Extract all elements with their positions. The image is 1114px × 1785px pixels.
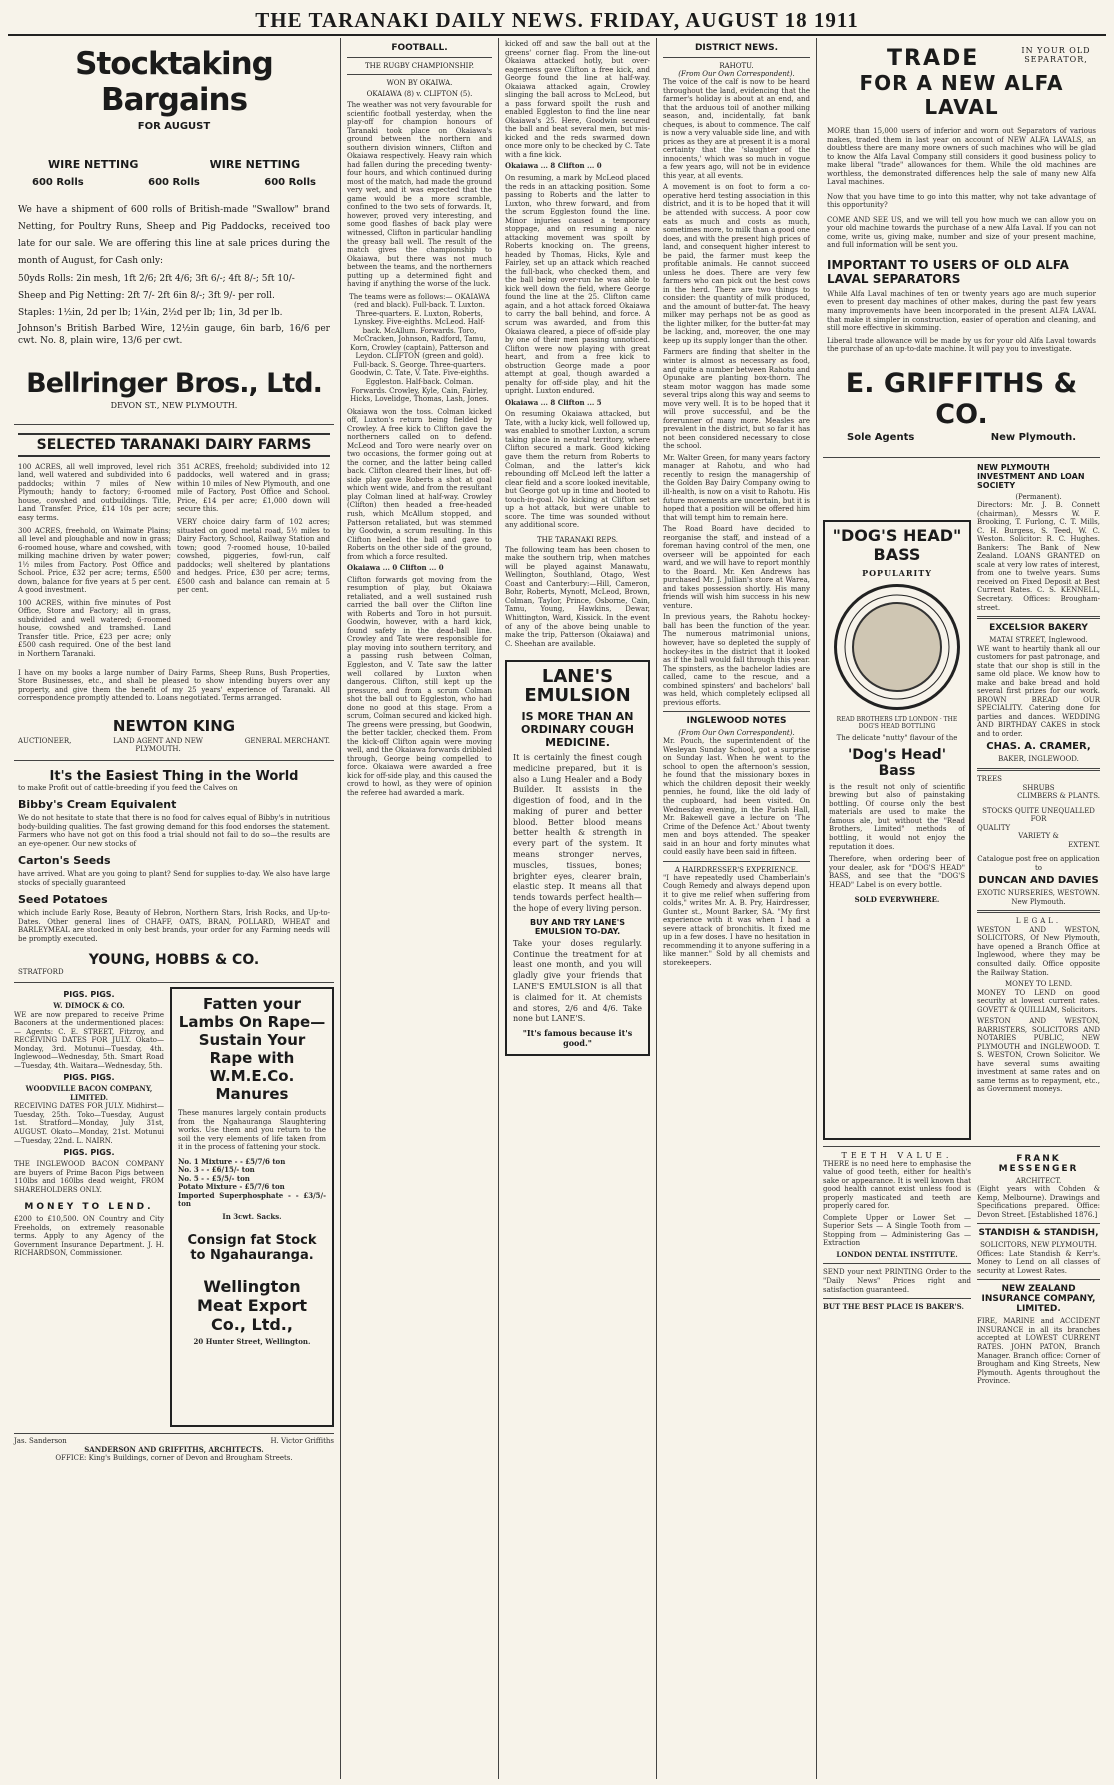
- consign-title: Consign fat Stock to Ngahauranga.: [187, 1233, 317, 1264]
- dogs-head-bass: BASS: [873, 544, 921, 564]
- nz-insurance-body: FIRE, MARINE and ACCIDENT INSURANCE in all its branches accepted at LOWEST CURRENT RATES. JOHN PATON, Branch Manager. Branch office: Corner of Brougham and King Streets, New Plymouth. Agents throughout the Province.: [977, 1317, 1100, 1386]
- football-won: WON BY OKAIWA.: [386, 79, 453, 87]
- masthead: [8, 6, 1106, 36]
- stocktaking-line-1: 50yds Rolls: 2in mesh, 1ft 2/6; 2ft 4/6; 3ft 6/-; 4ft 8/-; 5ft 10/-: [18, 274, 295, 285]
- lambs-title: Fatten your Lambs On Rape—Sustain Your Rape with W.M.E.Co. Manures: [178, 995, 326, 1104]
- football-sub: THE RUGBY CHAMPIONSHIP.: [365, 62, 474, 70]
- carton-head: Carton's Seeds: [18, 854, 111, 868]
- dogs-head-popularity: POPULARITY: [862, 567, 932, 578]
- bakery-role: BAKER, INGLEWOOD.: [998, 755, 1079, 764]
- bibby-text: We do not hesitate to state that there is no food for calves equal of Bibby's in nutritious body-building qualities. The fast growing demand for this food endorses the statement. Farmers who have not got on this food a trial should not fail to do so—the results are an eye-opener. Our new stocks of: [18, 814, 330, 848]
- seed-head: Seed Potatoes: [18, 893, 108, 907]
- football-para-1: The weather was not very favourable for scientific football yesterday, when the play-off for champion honours of Taranaki took place on Okaiawa's ground between the northern and southern division winners, Clifton and Okaiawa respectively. Heavy rain which had fallen during the preceding twenty-four hours, and which continued during most of the match, had made the ground very wet, and it was expected that the game would be a more scramble, confined to the two sets of forwards. It, however, proved very interesting, and some good flashes of back play were witnessed, Clifton in particular handling the greasy ball well. The result of the match gives the championship to Okaiawa, but there was not much between the teams, and the northerners putting up a determined fight and having if anything the worse of the luck.: [347, 101, 492, 289]
- dimock-text: WE are now prepared to receive Prime Baconers at the undermentioned places:— Agents: C. E. STREET, Fitzroy, and RECEIVING DATES FOR JULY. Okato—Monday, 3rd. Motunui—Tuesday, 4th. Inglewood—Wednesday, 5th. Smart Road—Tuesday, 4th. Waitara—Wednesday, 5th.: [14, 1010, 164, 1070]
- duncan-exotic: EXOTIC NURSERIES, WESTOWN. New Plymouth.: [977, 889, 1100, 906]
- district-corr: (From Our Own Correspondent).: [678, 70, 795, 78]
- dogs-head-title: "DOG'S HEAD": [832, 525, 962, 545]
- football-column: [341, 38, 499, 1779]
- stocktaking-body: We have a shipment of 600 rolls of British-made "Swallow" brand Netting, for Poultry Runs, Sheep and Pig Paddocks, received too late for our sale. We are offering this line at sale prices during the month of August, for Cash only:: [18, 205, 330, 267]
- rolls-label-1: 600 Rolls: [32, 177, 84, 188]
- duncan-shrubs: SHRUBS: [1022, 783, 1055, 792]
- football-para-3: Clifton forwards got moving from the resumption of play, but Okaiawa retaliated, and a well sustained rush carried the ball over the Clifton line with Roberts and Toro in hot pursuit. Goodwin, however, with a hard kick, found safety in the dead-ball line. Crowley and Tate were responsible for play moving into southern territory, and a passing rush between Colman, Eggleston, and V. Tate saw the latter well collared by Luxton when dangerous. Clifton, still kept up the pressure, and from a scrum Colman shot the ball out to Eggleston, who had done no good at this stage. From a scrum, Colman secured and kicked high. The greens were pressing, but Goodwin, the better tackler, checked them. From the kick-off Clifton again were moving well, and the Okaiawa forwards dribbled through, George being compelled to force. Okaiawa were awarded a free kick for off-side play, and this caused the crowd to howl, as they were of opinion the referee had awarded a mark.: [347, 575, 493, 797]
- dogs-delicate: The delicate "nutty" flavour of the: [836, 734, 958, 743]
- pig-ads: [14, 987, 164, 1427]
- wellington-meat-ad: [170, 987, 334, 1427]
- match-para-3: On resuming Okaiawa attacked, but Tate, with a lucky kick, well followed up, was enabled to smother Luxton, a scrum taking place in neutral territory, where Clifton secured a mark. Good kicking gave them the return from Roberts to Colman, and the latter's kick rebounding off McLeod left the latter a clear field and a score looked inevitable, but George got up in time and booted to touch-in-goal. No kicking at Clifton set up a hot attack, but were unable to score. The time was sounded without any additional score.: [505, 410, 650, 530]
- sanderson-firm: SANDERSON AND GRIFFITHS, ARCHITECTS.: [84, 1444, 264, 1454]
- dogs-head-body: is the result not only of scientific brewing but also of painstaking bottling. Of course only the best materials are used to make the famous ale, but without the "Read Brothers, Limited" methods of bottling, it would not enjoy the reputation it does.: [829, 782, 965, 851]
- duncan-catalogue: Catalogue post free on application to: [977, 855, 1100, 872]
- match-score-2: Okaiawa ... 8 Clifton ... 5: [505, 397, 602, 407]
- young-hobbs-name: YOUNG, HOBBS & CO.: [88, 951, 260, 968]
- lanes-emulsion-ad: [505, 660, 650, 1056]
- teeth-body: THERE is no need here to emphasise the value of good teeth, either for health's sake or appearance. It is well known that good health cannot exist unless food is properly masticated and teeth are properly cared for.: [823, 1159, 971, 1211]
- wire-label-1: WIRE NETTING: [48, 158, 139, 171]
- duncan-climbers: CLIMBERS & PLANTS.: [1017, 792, 1100, 801]
- duncan-extent: EXTENT.: [1068, 840, 1100, 849]
- legal-head: LEGAL.: [1015, 917, 1062, 926]
- sanderson-office: OFFICE: King's Buildings, corner of Devon and Brougham Streets.: [55, 1454, 293, 1463]
- match-para-2: On resuming, a mark by McLeod placed the reds in an attacking position. Some passing to Roberts and the latter to Luxton, who threw forward, and from the scrum Eggleston found the line. Minor injuries caused a temporary stoppage, and on resuming a nice attacking movement was spoilt by Roberts knocking on. The greens, headed by Thomas, Hicks, Kyle and Fairley, set up an attack which reached the full-back, who checked them, and the ball being over-run he was able to kick well down the field, where George found the line at the 25. Clifton came again, and a hot attack forced Okaiawa to carry the ball behind, and force. A scrum was awarded, and from this Okaiawa cleared, a piece of off-side play by one of their men passing unnoticed. Clifton were now playing with great heart, and from a free kick to obstruction George made a poor attempt at goal, though awarded a penalty for off-side play, and hit the upright. Luxton endured.: [505, 173, 650, 396]
- messenger-body: (Eight years with Cohden & Kemp, Melbourne). Drawings and Specifications prepared. Office: Devon Street. [Established 1876.]: [977, 1185, 1100, 1219]
- district-news-column: [657, 38, 817, 1779]
- district-para-4: Mr. Walter Green, for many years factory manager at Rahotu, and who had recently to resign the managership of the Golden Bay Dairy Company owing to ill-health, is now on a visit to Rahotu. His future movements are uncertain, but it is hoped that a position will be offered him that will tempt him to remain here.: [663, 453, 810, 522]
- lower-adverts: [14, 987, 334, 1427]
- pigs-heading-3: PIGS. PIGS.: [63, 1148, 115, 1158]
- football-score: OKAIAWA (8) v. CLIFTON (5).: [366, 90, 473, 98]
- inglewood-head: INGLEWOOD NOTES: [686, 716, 787, 727]
- teeth-title: TEETH VALUE.: [841, 1150, 953, 1160]
- dimock-name: W. DIMOCK & CO.: [53, 1001, 125, 1011]
- griffiths-name: E. GRIFFITHS & CO.: [845, 367, 1078, 430]
- match-score-1: Okaiawa ... 8 Clifton ... 0: [505, 161, 602, 171]
- farm-listing-e: VERY choice dairy farm of 102 acres; situated on good metal road, 5½ miles to Dairy Factory, School, Railway Station and town; good 7-roomed house, 10-bailed cowshed, piggeries, fowl-run, calf paddocks; well sheltered by plantations and hedges. Price, £30 per acre; terms, £500 cash and balance can remain at 5 per cent.: [177, 518, 330, 595]
- lanes-cta: BUY AND TRY LANE'S EMULSION TO-DAY.: [530, 917, 625, 936]
- stocktaking-line-4: Johnson's British Barbed Wire, 12½in gauge, 6in barb, 16/6 per cwt. No. 8, plain wire, 13/6 per cwt.: [18, 324, 330, 347]
- alfa-headline: FOR A NEW ALFA LAVAL: [859, 71, 1064, 119]
- sole-agents: Sole Agents: [847, 431, 915, 443]
- sanderson-right: H. Victor Griffiths: [270, 1437, 334, 1446]
- invest-perm: (Permanent).: [1015, 492, 1062, 501]
- football-teams: The teams were as follows:— OKAIAWA (red and black). Full-back. T. Luxton. Three-quarters. E. Luxton, Roberts, Lynskey. Five-eighths. McLeod. Half-back. McAllum. Forwards. Toro, McCracken, Johnson, Radford, Tamu, Korn, Crowley (captain), Patterson and Leydon. CLIFTON (green and gold). Full-back. S. George. Three-quarters. Goodwin, C. Tate, V. Tate. Five-eighths. Eggleston. Half-back. Colman. Forwards. Crowley, Kyle, Cain, Fairley, Hicks, Lovelidge, Thomas, Lash, Jones.: [349, 292, 490, 404]
- alfa-important-text: While Alfa Laval machines of ten or twenty years ago are much superior even to present day machines of other makes, during the past few years many improvements have been incorporated in the present ALFA LAVAL that make it simpler in construction, easier of operation and cleaning, and still more effective in skimming.: [827, 289, 1096, 333]
- price-line-5: Imported Superphosphate - - £3/5/- ton: [178, 1190, 326, 1209]
- lanes-body-2: Take your doses regularly. Continue the treatment for at least one month, and you will gladly give your friends that LANE'S EMULSION is all that is claimed for it. At chemists and stores, 2/6 and 4/6. Take none but LANE'S.: [513, 938, 642, 1024]
- bakery-body: WE want to heartily thank all our customers for past patronage, and state that our shop is still in the same old place. We know how to make and bake bread and hold several first prizes for our work. BROWN BREAD OUR SPECIALITY. Catering done for parties and dances. WEDDING AND BIRTHDAY CAKES in stock and to order.: [977, 644, 1100, 738]
- right-lower: [823, 460, 1100, 1140]
- printing-ad: SEND your next PRINTING Order to the "Daily News" Prices right and satisfaction guaranteed.: [823, 1268, 971, 1294]
- bakery-street: MATAI STREET, Inglewood.: [989, 636, 1088, 645]
- stocktaking-line-2: Sheep and Pig Netting: 2ft 7/- 2ft 6in 8/-; 3ft 9/- per roll.: [18, 291, 275, 302]
- young-hobbs-ad: [14, 763, 334, 983]
- reps-text: The following team has been chosen to make the southern trip, when matches will be played against Manawatu, Wellington, Southland, Otago, West Coast and Canterbury:—Hill, Cameron, Bohr, Roberts, Mynott, McLeod, Brown, Colman, Taylor, Prince, Osborne, Cain, Tamu, Young, Hawkins, Dewar, Whittington, Ward, Kissick. In the event of any of the above being unable to make the trip, Patterson (Okaiawa) and C. Sheehan are available.: [505, 545, 650, 648]
- stocktaking-line-3: Staples: 1½in, 2d per lb; 1¼in, 2½d per lb; 1in, 3d per lb.: [18, 307, 283, 318]
- football-head: FOOTBALL.: [391, 43, 448, 53]
- lanes-sub: IS MORE THAN AN ORDINARY COUGH MEDICINE.: [520, 709, 635, 749]
- match-para-1: kicked off and saw the ball out at the greens' corner flag. From the line-out Okaiawa attacked hotly, but over-eagerness gave Clifton a free kick, and George found the line at half-way. Okaiawa attacked again, Crowley slinging the ball across to McLeod, but a pass forward spoilt the rush and enabled Eggleston to find the line near Okaiawa's 25. Here, Goodwin secured the ball and beat several men, but mis-kicked and the reds swarmed down once more only to be checked by C. Tate with a fine kick.: [505, 40, 650, 159]
- pigs-heading-2: PIGS. PIGS.: [63, 1073, 115, 1083]
- professional-ads: [977, 1151, 1100, 1386]
- lambs-bags: In 3cwt. Sacks.: [222, 1211, 282, 1221]
- inglewood-para: Mr. Pouch, the superintendent of the Wesleyan Sunday School, got a surprise on Sunday last. When he went to the school to open the afternoon's session, he found that the missionary boxes in which the children deposit their weekly pennies, he found, like the old lady of the cupboard, had been visited. On Wednesday evening, in the Parish Hall, Mr. Bakewell gave a lecture on 'The Crime of the Defence Act.' About twenty men and boys attended. The speaker said in an hour and forty minutes what could easily have been said in fifteen.: [663, 737, 810, 857]
- dogs-head-bass-ad: [823, 520, 971, 1140]
- rolls-label-2: 600 Rolls: [148, 177, 200, 188]
- newton-mid: LAND AGENT AND NEW PLYMOUTH.: [113, 736, 203, 754]
- dogs-head-sold: SOLD EVERYWHERE.: [854, 895, 940, 905]
- bulldog-logo: [834, 584, 960, 710]
- bellringer-name: Bellringer Bros., Ltd.: [26, 367, 322, 399]
- newton-left: AUCTIONEER,: [18, 736, 72, 745]
- duncan-stock: STOCKS QUITE UNEQUALLED FOR: [982, 806, 1095, 824]
- alfa-question: Now that you have time to go into this matter, why not take advantage of this opportunity?: [827, 192, 1096, 210]
- nz-insurance-name: NEW ZEALAND INSURANCE COMPANY, LIMITED.: [981, 1284, 1096, 1315]
- district-head: DISTRICT NEWS.: [694, 43, 779, 53]
- rolls-label-3: 600 Rolls: [264, 177, 316, 188]
- dairy-farms-ad: [14, 427, 334, 761]
- carton-text: have arrived. What are you going to plant? Send for supplies to-day. We also have large stocks of specially guaranteed: [18, 870, 330, 887]
- wire-label-2: WIRE NETTING: [209, 158, 300, 171]
- alfa-liberal: Liberal trade allowance will be made by us for your old Alfa Laval towards the purchase of an up-to-date machine. It will pay you to investigate.: [827, 336, 1096, 354]
- bibby-head: Bibby's Cream Equivalent: [18, 798, 177, 812]
- bakery-owner: CHAS. A. CRAMER,: [986, 741, 1091, 753]
- lanes-title: LANE'S EMULSION: [524, 666, 631, 707]
- alfa-trade: TRADE: [887, 46, 980, 71]
- teeth-list: Complete Upper or Lower Set — Superior Sets — A Single Tooth from — Stopping from — Administering Gas — Extraction: [823, 1213, 971, 1248]
- alfa-separator: IN YOUR OLD SEPARATOR,: [1021, 46, 1091, 64]
- teeth-ad: [823, 1151, 971, 1386]
- advert-column: [8, 38, 341, 1779]
- farm-listing-a: 100 ACRES, all well improved, level rich land, well watered and subdivided into 6 paddocks; within 7 miles of New Plymouth; handy to factory; 6-roomed house, cowshed and outbuildings. Title, Land Transfer. Price, £14 10s per acre; easy terms.: [18, 462, 171, 522]
- duncan-name: DUNCAN AND DAVIES: [978, 875, 1099, 887]
- logo-ring: [837, 587, 957, 707]
- lanes-body: It is certainly the finest cough medicine prepared, but it is also a Lung Healer and a Body Builder. It assists in the digestion of food, and in the making of purer and better blood. Better blood means better health & strength in every part of the system. It means stronger nerves, muscles, tissues, bones; brighter eyes, clearer brain, elastic step. It means all that tends towards perfect health—the hope of every living person.: [513, 752, 642, 914]
- alfa-important: IMPORTANT TO USERS OF OLD ALFA LAVAL SEPARATORS: [827, 257, 1069, 286]
- price-line-2: No. 3 - - £6/15/- ton: [178, 1165, 255, 1175]
- legal-money: MONEY TO LEND on good security at lowest current rates. GOVETT & QUILLIAM, Solicitors.: [977, 988, 1100, 1014]
- lanes-tagline: "It's famous because it's good.": [522, 1028, 633, 1049]
- bakers-line: BUT THE BEST PLACE IS BAKER'S.: [823, 1302, 964, 1312]
- inglewood-bacon-text: THE INGLEWOOD BACON COMPANY are buyers of Prime Bacon Pigs between 110lbs and 160lbs dead weight, FROM SHAREHOLDERS ONLY.: [14, 1160, 164, 1194]
- alfa-laval-ad: [823, 40, 1100, 458]
- young-hobbs-town: STRATFORD: [18, 967, 64, 976]
- invest-body: Directors: Mr. J. B. Connett (chairman), Messrs W. F. Brooking, T. Furlong, C. T. Mills, C. H. Burgess, S. Teed, W. C. Weston. Solicitor: R. C. Hughes. Bankers: The Bank of New Zealand. LOANS GRANTED on scale at very low rates of interest, from one to twelve years. Sums received on Fixed Deposit at Best Current Rates. C. S. KENNELL, Secretary. Offices: Brougham-street.: [977, 501, 1100, 612]
- logo-ring-text: READ BROTHERS LTD LONDON · THE DOG'S HEAD BOTTLING: [836, 715, 958, 730]
- hairdresser-head: A HAIRDRESSER'S EXPERIENCE.: [674, 865, 799, 874]
- seed-text: which include Early Rose, Beauty of Hebron, Northern Stars, Irish Rocks, and Up-to-Dates. Other general lines of CHAFF, OATS, BRAN, POLLARD, WHEAT and BARLEYMEAL are stocked in only best brands, your order for any Farming needs will be promptly executed.: [18, 909, 330, 943]
- farm-listing-d: 351 ACRES, freehold; subdivided into 12 paddocks, well watered and in grass; within 10 miles of New Plymouth, and one mile of Factory, Post Office and School. Price, £14 per acre; £1,000 down will secure this.: [177, 462, 330, 514]
- district-para-5: The Road Board have decided to reorganise the staff, and instead of a foreman having control of the men, one overseer will be appointed for each ward, and we will have to report monthly to the Board. Mr. Ken Andrews has purchased Mr. J. Jullian's store at Warea, and takes possession shortly. His many friends will wish him success in his new venture.: [663, 525, 810, 610]
- standish-name: STANDISH & STANDISH,: [978, 1228, 1099, 1239]
- bellringer-addr: DEVON ST., NEW PLYMOUTH.: [110, 400, 238, 410]
- money-to-lend-text: £200 to £10,500. ON Country and City Freeholds, on extremely reasonable terms. Apply to any Agency of the Government Insurance Department. J. H. RICHARDSON, Commissioner.: [14, 1215, 164, 1258]
- farms-title: SELECTED TARANAKI DAIRY FARMS: [18, 433, 330, 457]
- duncan-quality: QUALITY: [977, 823, 1011, 832]
- lambs-body: These manures largely contain products from the Ngahauranga Slaughtering works. Use them and you return to the soil the very elements of life taken from it in the process of fattening your stock.: [178, 1109, 326, 1152]
- messenger-name: FRANK MESSENGER: [998, 1153, 1079, 1174]
- legal-weston: WESTON AND WESTON, SOLICITORS, Of New Plymouth, have opened a Branch Office at Inglewood, where they may be consulted daily. Office opposite the Railway Station.: [977, 925, 1100, 977]
- teeth-institute: LONDON DENTAL INSTITUTE.: [836, 1249, 958, 1259]
- reps-head: THE TARANAKI REPS.: [536, 535, 619, 544]
- sanderson-ad: [14, 1433, 334, 1463]
- stocktaking-ad: [14, 40, 334, 425]
- right-small-ads: [977, 460, 1100, 1140]
- district-place: RAHOTU.: [719, 62, 754, 70]
- money-to-lend-head: MONEY TO LEND.: [24, 1202, 154, 1213]
- duncan-variety: VARIETY &: [1018, 832, 1059, 841]
- legal-money-head: MONEY TO LEND.: [1004, 980, 1073, 989]
- right-advert-column: [817, 38, 1106, 1779]
- wellington-meat-addr: 20 Hunter Street, Wellington.: [193, 1337, 311, 1347]
- price-line-1: No. 1 Mixture - - £5/7/6 ton: [178, 1156, 286, 1166]
- farm-listing-b: 300 ACRES, freehold, on Waimate Plains; all level and ploughable and now in grass; 6-roomed house, whare and cowshed, with milking machine driven by water power; 1½ miles from Factory. Post Office and School. Price, £32 per acre; terms, £500 down, balance for five years at 5 per cent. A good investment.: [18, 526, 171, 595]
- new-plymouth: New Plymouth.: [990, 431, 1076, 443]
- inglewood-corr: (From Our Own Correspondent).: [678, 729, 795, 738]
- bakery-title: EXCELSIOR BAKERY: [989, 623, 1088, 634]
- district-para-3: Farmers are finding that shelter in the winter is almost as necessary as food, and quite a number between Rahotu and Opunake are planting box-thorn. The steam motor waggon has made some several trips along this way and seems to move very well. It is to be hoped that it will prove successful, and be the forerunner of many more. Measles are prevalent in the district, but so far it has not been considered necessary to close the school.: [663, 348, 810, 451]
- football-para-2: Okaiawa won the toss. Colman kicked off, Luxton's return being fielded by Crowley. A free kick to Clifton gave the northerners called on to defend. McLeod and Toro were nearly over on two occasions, the former going out at the corner, and the latter being called back. Clifton cleared their lines, but off-side play gave Roberts a shot at goal which went wide, and from the resultant play Colman lined at half-way. Crowley (Clifton) then headed a free-headed rush, which McAllum stopped, and Patterson retaliated, but was stemmed by Goodwin, a scrum resulting. In this Clifton heeled the ball and gave to Roberts on the other side of the ground, from which a force resulted.: [347, 407, 492, 561]
- hairdresser-para: "I have repeatedly used Chamberlain's Cough Remedy and always depend upon it to give me relief when suffering from colds," writes Mr. A. B. Pry, Hairdresser, Gunter st., Mount Barker, SA. "My first experience with it was when I had a severe attack of bronchitis. It fixed me up in a few doses. I have no hesitation in recommending it to anyone suffering in a like manner." Sold by all chemists and storekeepers.: [663, 873, 810, 967]
- sanderson-left: Jas. Sanderson: [14, 1437, 67, 1446]
- football-score-2: Okaiawa ... 0 Clifton ... 0: [347, 563, 444, 573]
- alfa-body: MORE than 15,000 users of inferior and worn out Separators of various makes, traded them in last year on account of NEW ALFA LAVALS, an doubtless there are many more owners of such machines who will be glad to know the Alfa Laval Company still considers it good business policy to make liberal "trade" allowances for them. While the old machines are worthless, the demonstrated differences help the sale of many new Alfa Laval machines.: [827, 127, 1096, 187]
- standish-body: Offices: Late Standish & Kerr's. Money to Lend on all classes of security at Lowest Rates.: [977, 1249, 1100, 1275]
- dogs-head-order: Therefore, when ordering beer of your dealer, ask for "DOG'S HEAD" BASS, and see that the "DOG'S HEAD" Label is on every bottle.: [829, 855, 965, 889]
- woodville-name: WOODVILLE BACON COMPANY, LIMITED.: [25, 1084, 153, 1102]
- alfa-come: COME AND SEE US, and we will tell you how much we can allow you on your old machine towards the purchase of a new Alfa Laval. If you can not come, write us, giving make, number and size of your present machine, and full information will be sent you.: [827, 215, 1096, 250]
- masthead-title: THE TARANAKI DAILY NEWS. FRIDAY, AUGUST 18 1911: [255, 7, 859, 32]
- standish-role: SOLICITORS, NEW PLYMOUTH.: [980, 1241, 1097, 1250]
- stocktaking-sub: FOR AUGUST: [137, 121, 211, 132]
- duncan-trees: TREES: [977, 774, 1002, 783]
- price-line-3: No. 5 - - £5/5/- ton: [178, 1173, 250, 1183]
- price-line-4: Potato Mixture - £5/7/6 ton: [178, 1182, 285, 1192]
- farm-listing-c: 100 ACRES, within five minutes of Post Office, Store and Factory; all in grass, subdivided and well watered; 6-roomed house, cowshed and tramshed. Land Transfer title. Price, £23 per acre; only £500 cash required. One of the best land in Northern Taranaki.: [18, 598, 171, 658]
- pigs-heading-1: PIGS. PIGS.: [63, 990, 115, 1000]
- district-para-6: In previous years, the Rahotu hockey-ball has been the function of the year. The numerous matrimonial unions, however, have so depleted the supply of hockey-ites in the district that it looked as if the ball would fall through this year. The spinsters, as the bachelor ladies are called, came to the rescue, and a combined spinsters' and bachelors' ball was held, which completely eclipsed all previous efforts.: [663, 613, 810, 707]
- legal-westons: WESTON AND WESTON, BARRISTERS, SOLICITORS AND NOTARIES PUBLIC, NEW PLYMOUTH and INGLEWOOD. T. S. WESTON, Crown Solicitor. We have several sums awaiting investment at same rates and on same terms as to repayment, etc., as Government moneys.: [977, 1017, 1100, 1094]
- farms-footer: I have on my books a large number of Dairy Farms, Sheep Runs, Bush Properties, Store Businesses, etc., and shall be pleased to show intending buyers over any property, and give them the benefit of my 25 years' experience of Taranaki. All correspondence promptly attended to. Loans negotiated. Terms arranged.: [18, 668, 330, 703]
- messenger-role: ARCHITECT.: [1015, 1176, 1062, 1185]
- football-continued-column: [499, 38, 657, 1779]
- woodville-text: RECEIVING DATES FOR JULY. Midhirst—Tuesday, 25th. Toko—Tuesday, August 1st. Stratford—Monday, July 31st, AUGUST. Okato—Monday, 21st. Motunui—Tuesday, 22nd. L. NAIRN.: [14, 1102, 164, 1145]
- newton-right: GENERAL MERCHANT.: [244, 736, 330, 745]
- easiest-intro: to make Profit out of cattle-breeding if you feed the Calves on: [18, 783, 238, 792]
- district-para-1: The voice of the calf is now to be heard throughout the land, evidencing that the farmer's holiday is about at an end, and that the arduous toil of another milking season, and, incidentally, fat bank cheques, is about to commence. The calf is now a very valuable side line, and with prices as they are at present it is a moral certainty that the 'slaughter of the innocents,' which was so much in vogue a few years ago, will not be in evidence this year, at all events.: [663, 78, 810, 180]
- right-bottom: [823, 1146, 1100, 1386]
- easiest-title: It's the Easiest Thing in the World: [49, 768, 299, 784]
- newton-king-name: NEWTON KING: [112, 716, 236, 735]
- stocktaking-title: Stocktaking Bargains: [75, 46, 273, 118]
- district-para-2: A movement is on foot to form a co-operative herd testing association in this district, and it is to be hoped that it will be attended with success. A poor cow eats as much and costs as much, sometimes more, to milk than a good one does, and with the present high prices of land, and consequent higher interest to be paid, the farmer must keep the profitable animals. He cannot succeed unless he does. There are very few farmers who can pick out the best cows in the herd. There are two things to consider: the quantity of milk produced, and the amount of butter-fat. The heavy milker may perhaps not be as good as the lighter milker, for the butter-fat may be lacking, and, moreover, the one may keep up its supply longer than the other.: [663, 183, 810, 345]
- wellington-meat-name: Wellington Meat Export Co., Ltd.,: [196, 1277, 308, 1335]
- invest-title: NEW PLYMOUTH INVESTMENT AND LOAN SOCIETY: [977, 462, 1085, 490]
- dogs-head-name: 'Dog's Head' Bass: [847, 746, 946, 779]
